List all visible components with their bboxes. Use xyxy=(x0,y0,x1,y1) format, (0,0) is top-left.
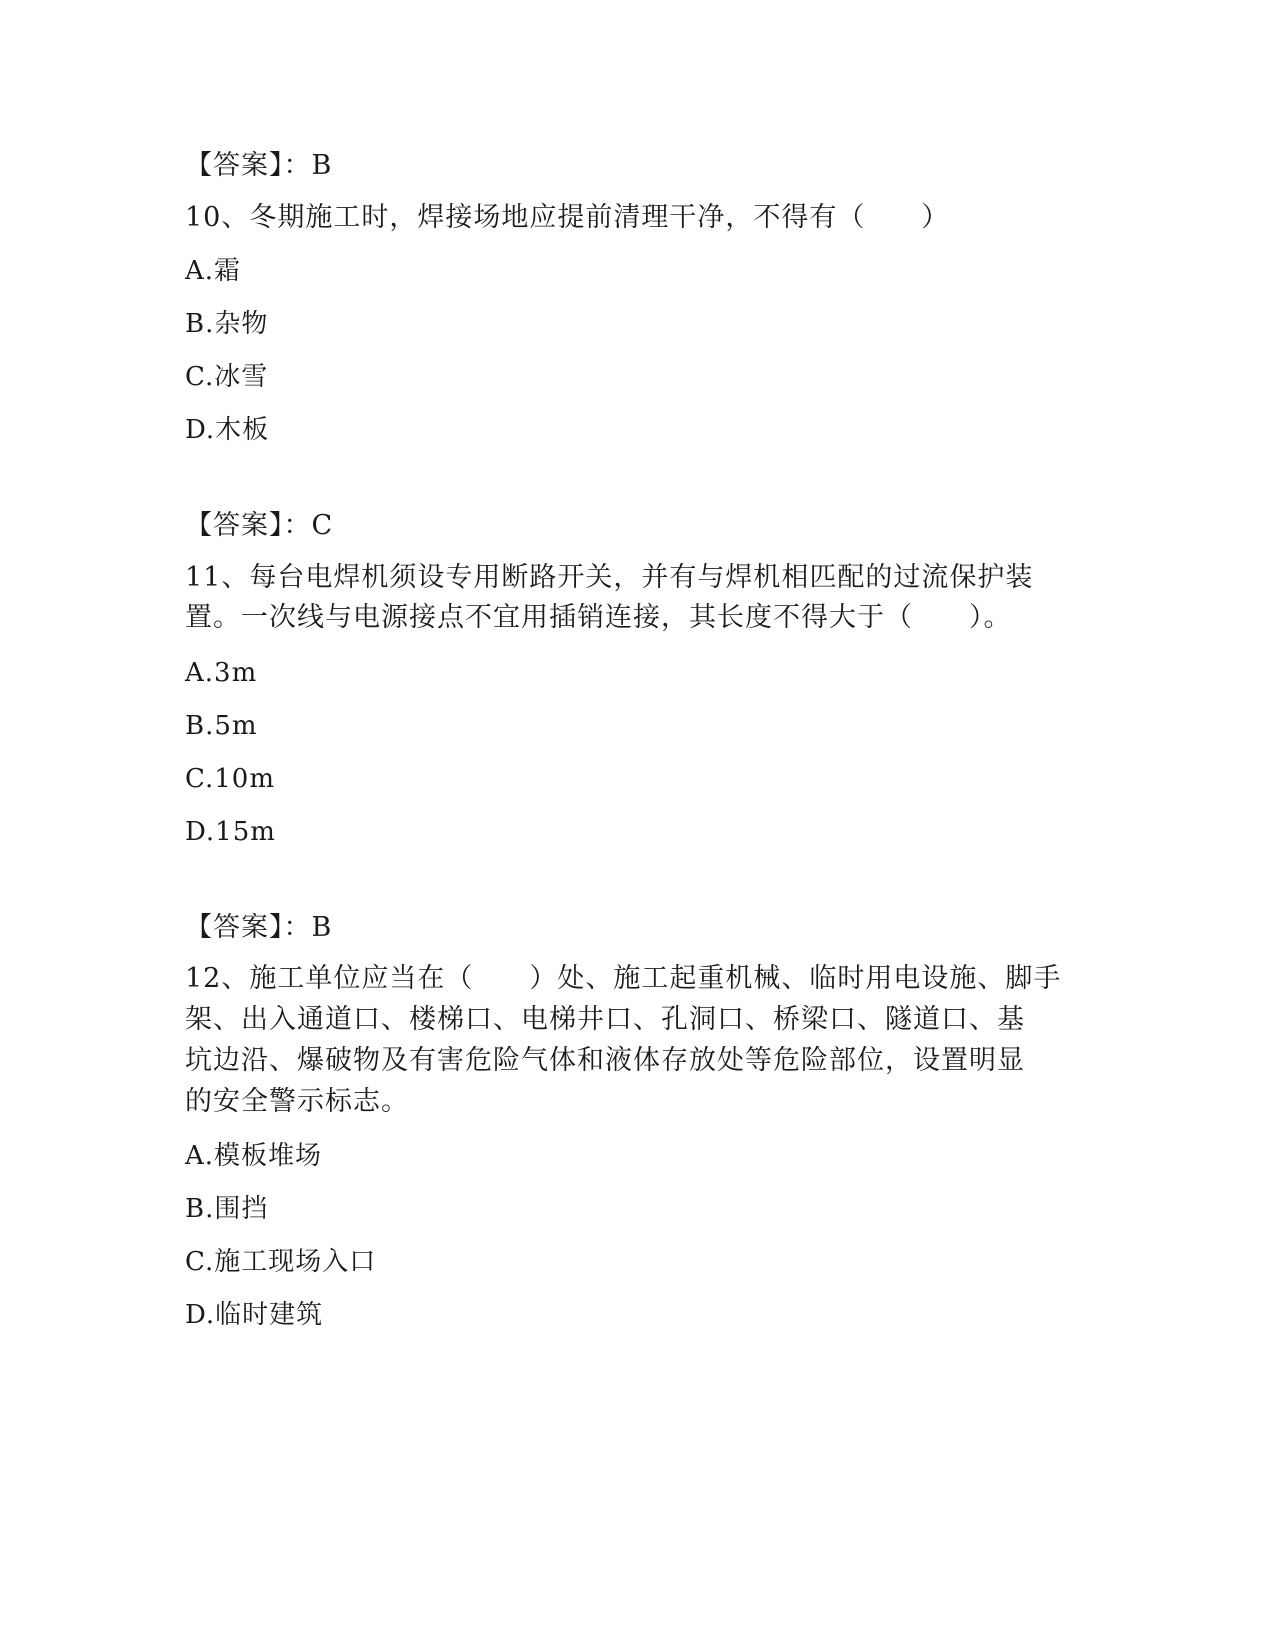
option-d: D.15m xyxy=(185,817,276,847)
answer-value: B xyxy=(311,912,333,943)
option-a: A.霜 xyxy=(185,256,242,286)
option-b: B.5m xyxy=(185,711,258,741)
question-text: 10、冬期施工时，焊接场地应提前清理干净，不得有（ ） xyxy=(185,202,950,233)
question-text: 11、每台电焊机须设专用断路开关，并有与焊机相匹配的过流保护装 xyxy=(185,562,1034,593)
option-d: D.木板 xyxy=(185,415,270,445)
question-text: 的安全警示标志。 xyxy=(185,1086,409,1117)
answer-line xyxy=(185,910,332,946)
answer-value: C xyxy=(311,510,334,541)
answer-label: 【答案】： xyxy=(185,912,312,943)
answer-label: 【答案】： xyxy=(185,150,312,181)
option-c: C.施工现场入口 xyxy=(185,1247,377,1277)
answer-line xyxy=(185,148,332,184)
option-a: A.模板堆场 xyxy=(185,1141,323,1171)
answer-value: B xyxy=(311,150,333,181)
option-a: A.3m xyxy=(185,658,258,688)
question-text: 置。一次线与电源接点不宜用插销连接，其长度不得大于（ ）。 xyxy=(185,602,1012,633)
option-d: D.临时建筑 xyxy=(185,1300,324,1330)
option-b: B.围挡 xyxy=(185,1194,269,1224)
question-text: 12、施工单位应当在（ ）处、施工起重机械、临时用电设施、脚手 xyxy=(185,963,1062,994)
option-c: C.冰雪 xyxy=(185,362,269,392)
question-text: 坑边沿、爆破物及有害危险气体和液体存放处等危险部位，设置明显 xyxy=(185,1045,1025,1076)
option-b: B.杂物 xyxy=(185,309,269,339)
answer-line xyxy=(185,508,333,544)
question-text: 架、出入通道口、楼梯口、电梯井口、孔洞口、桥梁口、隧道口、基 xyxy=(185,1004,1025,1035)
answer-label: 【答案】： xyxy=(185,510,312,541)
option-c: C.10m xyxy=(185,764,275,794)
